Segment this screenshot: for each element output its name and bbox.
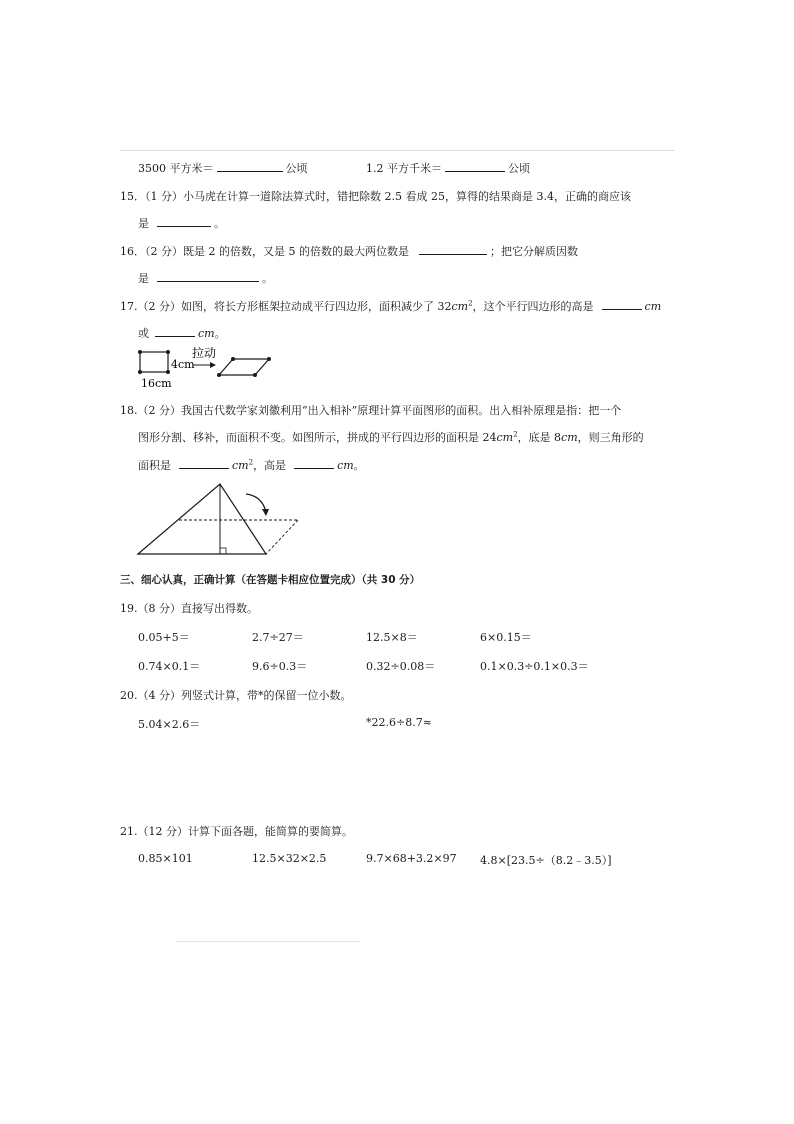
q17-pre: 17.（2 分）如图，将长方形框架拉动成平行四边形，面积减少了 32	[120, 300, 452, 313]
q16-post: ；把它分解质因数	[489, 245, 578, 258]
q18-line3: 面积是 $cm^2$，高是 cm。	[138, 458, 365, 472]
bottom-divider	[175, 941, 360, 942]
q18-unit-a: cm	[496, 431, 514, 444]
q17-mid: ，这个平行四边形的高是	[472, 300, 594, 313]
q21-item: 0.85×101	[138, 852, 193, 865]
q18-mid3: ，高是	[253, 459, 287, 472]
q16-pre: 16．（2 分）既是 2 的倍数，又是 5 的倍数的最大两位数是	[120, 245, 409, 258]
q18-post3: 。	[353, 459, 365, 472]
q18-pre3: 面积是	[138, 459, 171, 472]
q21-title: 21.（12 分）计算下面各题，能简算的要简算。	[120, 825, 353, 838]
q19-item: 6×0.15＝	[480, 631, 532, 644]
q18-figure	[134, 478, 306, 560]
top-divider	[120, 150, 675, 151]
q18-line2: 图形分割、移补，而面积不变。如图所示，拼成的平行四边形的面积是 $24cm^2$，底是 8cm，则三角形的	[138, 430, 644, 444]
answer-blank[interactable]	[179, 457, 229, 469]
q21-item: 9.7×68+3.2×97	[366, 852, 457, 865]
q17-line2	[138, 325, 226, 341]
answer-blank[interactable]	[157, 270, 259, 282]
q16-line1	[120, 243, 578, 259]
fig-action-label: 拉动	[192, 346, 217, 360]
q18-post: ，则三角形的	[577, 431, 644, 444]
answer-blank[interactable]	[602, 298, 642, 310]
q19-item: 0.32÷0.08＝	[366, 660, 436, 673]
q15-line2	[138, 215, 225, 231]
rectangle-frame	[140, 352, 168, 372]
answer-blank[interactable]	[157, 215, 211, 227]
q17-unit: cm	[644, 300, 662, 313]
q19-item: 2.7÷27＝	[252, 631, 304, 644]
parallelogram-frame	[219, 359, 269, 375]
section-title: 三、细心认真，正确计算（在答题卡相应位置完成）（共 30 分）	[120, 574, 421, 586]
q14-a-unit: 公顷	[285, 162, 308, 175]
q17-pre2: 或	[138, 327, 149, 340]
q18-line1: 18.（2 分）我国古代数学家刘徽利用“出入相补”原理计算平面图形的面积。出入相补原理是指：把一个	[120, 404, 622, 417]
answer-blank[interactable]	[155, 325, 195, 337]
q15-post: 。	[214, 217, 225, 230]
answer-blank[interactable]	[217, 160, 283, 172]
q18-pre: 图形分割、移补，而面积不变。如图所示，拼成的平行四边形的面积是 24	[138, 431, 497, 444]
q21-item: 4.8×[23.5÷（8.2﹣3.5）]	[480, 854, 612, 867]
q17-unit2: cm	[198, 327, 215, 340]
q16-pre2: 是	[138, 272, 149, 285]
right-angle-mark	[220, 548, 226, 554]
q19-item: 12.5×8＝	[366, 631, 418, 644]
q17-post: 。	[214, 327, 226, 340]
q14-b-unit: 公顷	[508, 162, 530, 175]
answer-blank[interactable]	[419, 243, 487, 255]
q16-line2	[138, 270, 273, 286]
q21-item: 12.5×32×2.5	[252, 852, 327, 865]
q14-a-text: 3500 平方米＝	[138, 162, 214, 175]
q18-mid: ，底是 8	[517, 431, 562, 444]
q15-pre: 是	[138, 217, 149, 230]
q19-title: 19.（8 分）直接写出得数。	[120, 602, 258, 615]
q14-part-a	[138, 160, 308, 176]
q19-item: 0.74×0.1＝	[138, 660, 201, 673]
q16-post2: 。	[262, 272, 273, 285]
q14-part-b	[366, 160, 530, 176]
q20-title: 20.（4 分）列竖式计算，带*的保留一位小数。	[120, 689, 352, 702]
q18-unit-b: cm	[561, 431, 578, 444]
q17-figure	[130, 344, 280, 392]
q20-item: *22.6÷8.7≈	[366, 716, 432, 729]
q17-area-unit: cm	[451, 300, 469, 313]
q19-item: 0.1×0.3÷0.1×0.3＝	[480, 660, 589, 673]
moved-piece-edge	[266, 520, 298, 554]
q14-b-text: 1.2 平方千米＝	[366, 162, 442, 175]
q19-item: 9.6÷0.3＝	[252, 660, 308, 673]
q20-item: 5.04×2.6＝	[138, 718, 201, 731]
fig-side-label: 4cm	[171, 358, 195, 371]
answer-blank[interactable]	[294, 457, 334, 469]
q17-line1: 17.（2 分）如图，将长方形框架拉动成平行四边形，面积减少了 $32cm^2$，这个平行四边形的高是 cm	[120, 299, 662, 313]
fig-bottom-label: 16cm	[141, 377, 172, 390]
q19-item: 0.05+5＝	[138, 631, 190, 644]
answer-blank[interactable]	[445, 160, 505, 172]
q18-unit-d: cm	[337, 459, 354, 472]
q18-unit-c: cm	[232, 459, 249, 472]
q15-line1: 15．（1 分）小马虎在计算一道除法算式时，错把除数 2.5 看成 25，算得的结果商是 3.4，正确的商应该	[120, 190, 631, 203]
